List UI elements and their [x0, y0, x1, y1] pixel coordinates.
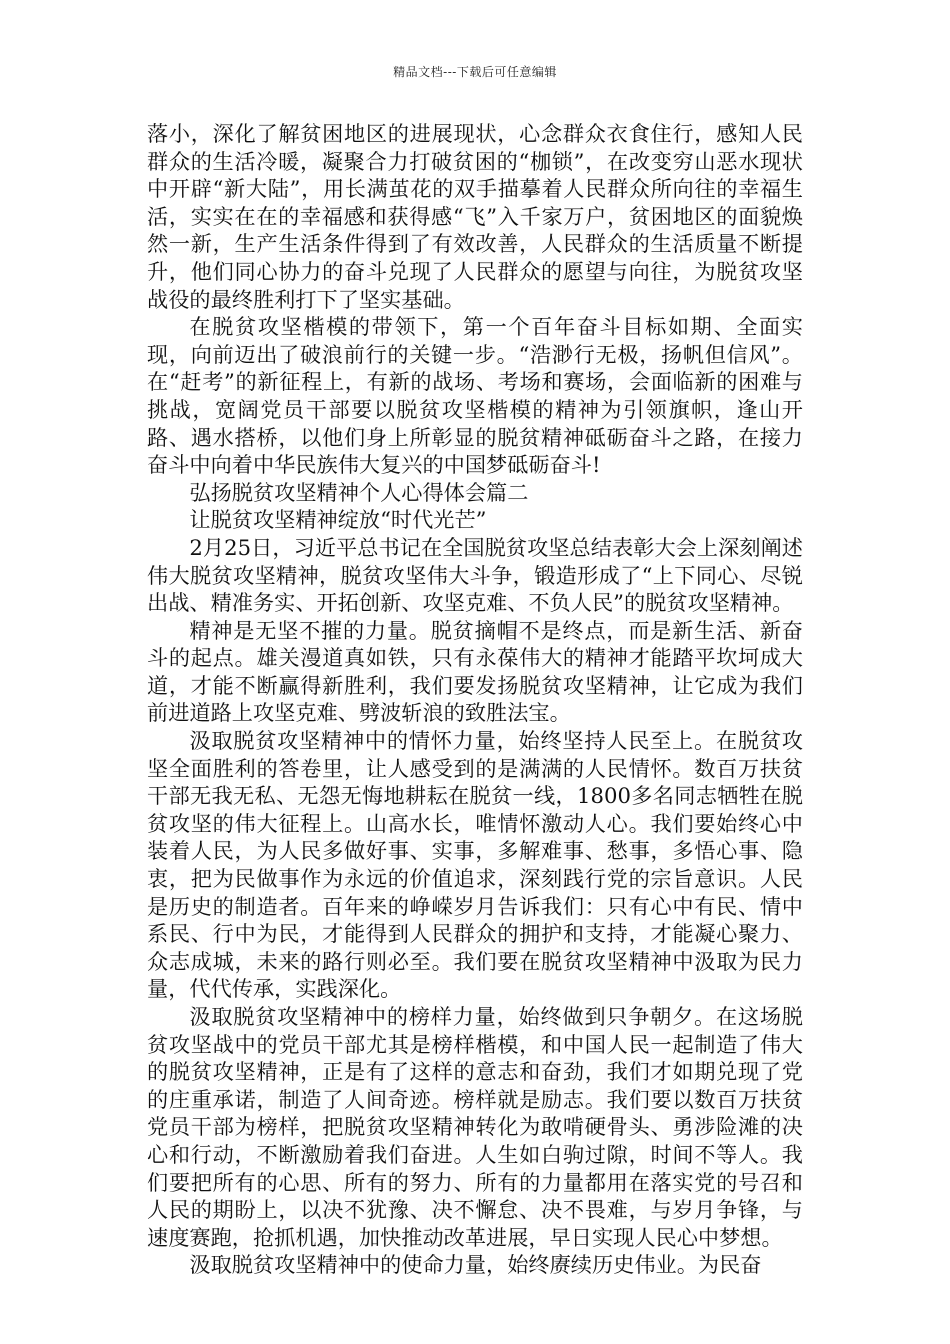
section-heading: 弘扬脱贫攻坚精神个人心得体会篇二	[189, 479, 529, 505]
paragraph-truncated: 汲取脱贫攻坚精神中的使命力量，始终赓续历史伟业。为民奋	[189, 1252, 762, 1278]
paragraph: 在脱贫攻坚楷模的带领下，第一个百年奋斗目标如期、全面实现，向前迈出了破浪前行的关键一步。“浩渺行无极，扬帆但信风”。在“赶考”的新征程上，有新的战场、考场和赛场，会面临新的困难与挑战，宽阔党员干部要以脱贫攻坚楷模的精神为引领旗帜，逢山开路、遇水搭桥，以他们身上所彰显的脱贫精神砥砺奋斗之路，在接力奋斗中向着中华民族伟大复兴的中国梦砥砺奋斗!	[147, 314, 803, 478]
paragraph: 精神是无坚不摧的力量。脱贫摘帽不是终点，而是新生活、新奋斗的起点。雄关漫道真如铁，只有永葆伟大的精神才能踏平坎坷成大道，才能不断赢得新胜利，我们要发扬脱贫攻坚精神，让它成为我们前进道路上攻坚克难、劈波斩浪的致胜法宝。	[147, 617, 803, 726]
article-title: 让脱贫攻坚精神绽放“时代光芒”	[189, 507, 487, 533]
paragraph: 2月25日，习近平总书记在全国脱贫攻坚总结表彰大会上深刻阐述伟大脱贫攻坚精神，脱贫攻坚伟大斗争，锻造形成了“上下同心、尽锐出战、精准务实、开拓创新、攻坚克难、不负人民”的脱贫攻坚精神。	[147, 534, 803, 616]
header-note: 精品文档---下载后可任意编辑	[393, 65, 557, 79]
paragraph: 汲取脱贫攻坚精神中的情怀力量，始终坚持人民至上。在脱贫攻坚全面胜利的答卷里，让人感受到的是满满的人民情怀。数百万扶贫干部无我无私、无怨无悔地耕耘在脱贫一线，1800多名同志牺牲在脱贫攻坚的伟大征程上。山高水长，唯情怀激动人心。我们要始终心中装着人民，为人民多做好事、实事，多解难事、愁事，多悟心事、隐衷，把为民做事作为永远的价值追求，深刻践行党的宗旨意识。人民是历史的制造者。百年来的峥嵘岁月告诉我们：只有心中有民、情中系民、行中为民，才能得到人民群众的拥护和支持，才能凝心聚力、众志成城，未来的路行则必至。我们要在脱贫攻坚精神中汲取为民力量，代代传承，实践深化。	[147, 728, 803, 1002]
document-body	[147, 120, 803, 1279]
paragraph: 汲取脱贫攻坚精神中的榜样力量，始终做到只争朝夕。在这场脱贫攻坚战中的党员干部尤其是榜样楷模，和中国人民一起制造了伟大的脱贫攻坚精神，正是有了这样的意志和奋劲，我们才如期兑现了党的庄重承诺，制造了人间奇迹。榜样就是励志。我们要以数百万扶贫党员干部为榜样，把脱贫攻坚精神转化为敢啃硬骨头、勇涉险滩的决心和行动，不断激励着我们奋进。人生如白驹过隙，时间不等人。我们要把所有的心思、所有的努力、所有的力量都用在落实党的号召和人民的期盼上，以决不犹豫、决不懈怠、决不畏难，与岁月争锋，与速度赛跑，抢抓机遇，加快推动改革进展，早日实现人民心中梦想。	[147, 1004, 803, 1250]
paragraph-continuation: 落小，深化了解贫困地区的进展现状，心念群众衣食住行，感知人民群众的生活冷暖，凝聚合力打破贫困的“枷锁”，在改变穷山恶水现状中开辟“新大陆”，用长满茧花的双手描摹着人民群众所向往的幸福生活，实实在在的幸福感和获得感“飞”入千家万户，贫困地区的面貌焕然一新，生产生活条件得到了有效改善，人民群众的生活质量不断提升，他们同心协力的奋斗兑现了人民群众的愿望与向往，为脱贫攻坚战役的最终胜利打下了坚实基础。	[147, 121, 803, 312]
